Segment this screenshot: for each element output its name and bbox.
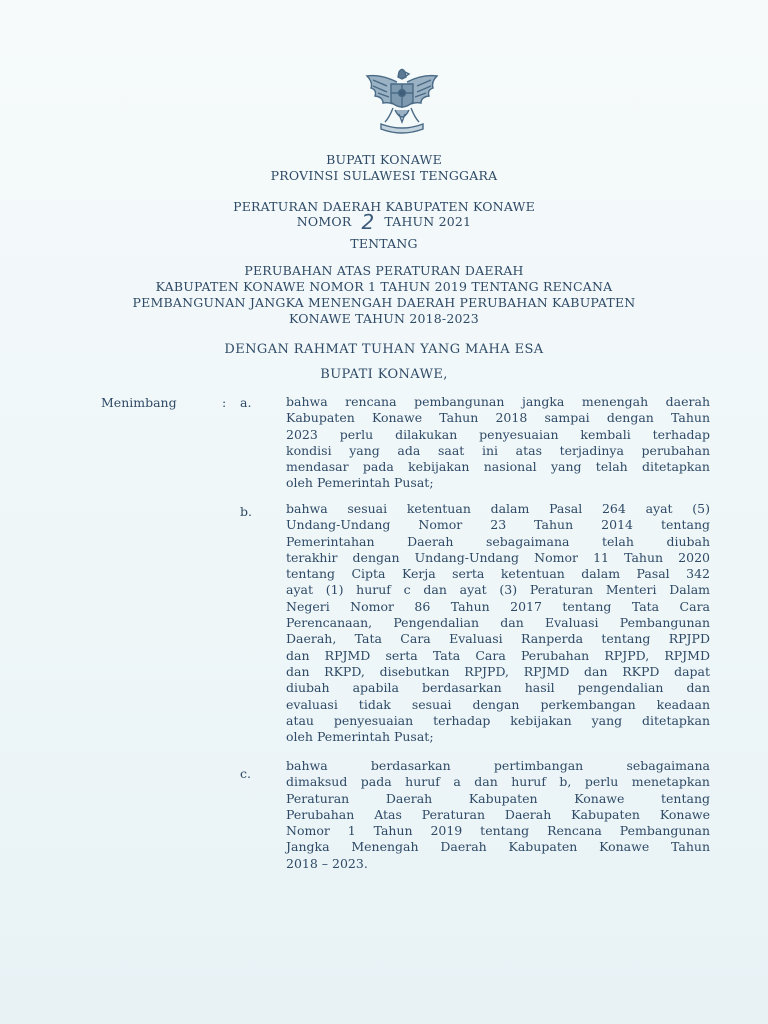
para-line: atau penyesuaian terhadap kebijakan yang ditetapkan <box>286 712 710 728</box>
para-line: Kabupaten Konawe Tahun 2018 sampai dengan Tahun <box>286 410 710 426</box>
perda-title: PERATURAN DAERAH KABUPATEN KONAWE <box>233 199 535 214</box>
item-letter-c: c. <box>240 766 251 781</box>
para-line: Daerah, Tata Cara Evaluasi Ranperda tentang RPJPD <box>286 631 710 647</box>
para-line: terakhir dengan Undang-Undang Nomor 11 Tahun 2020 <box>286 549 710 565</box>
para-line: oleh Pemerintah Pusat; <box>286 475 434 491</box>
garuda-emblem-icon <box>359 66 445 142</box>
bupati-line: BUPATI KONAWE, <box>320 367 448 382</box>
header-line2: PROVINSI SULAWESI TENGGARA <box>270 168 498 183</box>
para-line: oleh Pemerintah Pusat; <box>286 729 434 745</box>
subject-line: KABUPATEN KONAWE NOMOR 1 TAHUN 2019 TENTANG RENCANA <box>155 279 613 294</box>
para-line: dan RKPD, disebutkan RPJPD, RPJMD dan RKPD dapat <box>286 663 710 679</box>
para-line: bahwa sesuai ketentuan dalam Pasal 264 ayat (5) <box>286 501 710 516</box>
para-line: mendasar pada kebijakan nasional yang telah ditetapkan <box>286 459 710 475</box>
para-line: Nomor 1 Tahun 2019 tentang Rencana Pembangunan <box>286 823 710 839</box>
menimbang-item-a <box>286 394 710 492</box>
nomor-label: NOMOR <box>296 214 352 229</box>
para-line: Jangka Menengah Daerah Kabupaten Konawe Tahun <box>286 839 710 855</box>
subject-line: PEMBANGUNAN JANGKA MENENGAH DAERAH PERUBAHAN KABUPATEN <box>132 295 636 310</box>
menimbang-colon: : <box>222 395 227 410</box>
para-line: bahwa berdasarkan pertimbangan sebagaimana <box>286 758 710 773</box>
para-line: bahwa rencana pembangunan jangka menengah daerah <box>286 394 710 409</box>
header-line1: BUPATI KONAWE <box>326 152 442 167</box>
item-letter-a: a. <box>240 395 252 410</box>
menimbang-item-c <box>286 758 710 872</box>
para-line: 2023 perlu dilakukan penyesuaian kembali terhadap <box>286 426 710 442</box>
nomor-line <box>0 210 768 234</box>
menimbang-item-b <box>286 501 710 745</box>
para-line: diubah apabila berdasarkan hasil pengendalian dan <box>286 680 710 696</box>
para-line: Pemerintahan Daerah sebagaimana telah diubah <box>286 533 710 549</box>
para-line: Perencanaan, Pengendalian dan Evaluasi Pembangunan <box>286 615 710 631</box>
tahun-label: TAHUN 2021 <box>384 214 472 229</box>
tentang-heading: TENTANG <box>350 236 418 251</box>
menimbang-label: Menimbang <box>101 395 177 410</box>
para-line: kondisi yang ada saat ini atas terjadinya perubahan <box>286 442 710 458</box>
rahmat-line: DENGAN RAHMAT TUHAN YANG MAHA ESA <box>224 342 544 357</box>
para-line: Perubahan Atas Peraturan Daerah Kabupaten Konawe <box>286 806 710 822</box>
para-line: tentang Cipta Kerja serta ketentuan dalam Pasal 342 <box>286 566 710 582</box>
para-line: dan RPJMD serta Tata Cara Perubahan RPJPD, RPJMD <box>286 647 710 663</box>
para-line: evaluasi tidak sesuai dengan perkembangan keadaan <box>286 696 710 712</box>
para-line: Peraturan Daerah Kabupaten Konawe tentang <box>286 790 710 806</box>
para-line: dimaksud pada huruf a dan huruf b, perlu menetapkan <box>286 774 710 790</box>
para-line: ayat (1) huruf c dan ayat (3) Peraturan Menteri Dalam <box>286 582 710 598</box>
para-line: Undang-Undang Nomor 23 Tahun 2014 tentang <box>286 517 710 533</box>
item-letter-b: b. <box>240 504 252 519</box>
para-line: 2018 – 2023. <box>286 855 368 871</box>
para-line: Negeri Nomor 86 Tahun 2017 tentang Tata Cara <box>286 598 710 614</box>
nomor-value: 2 <box>361 210 375 234</box>
subject-line: KONAWE TAHUN 2018-2023 <box>289 311 479 326</box>
subject-line: PERUBAHAN ATAS PERATURAN DAERAH <box>244 263 524 278</box>
